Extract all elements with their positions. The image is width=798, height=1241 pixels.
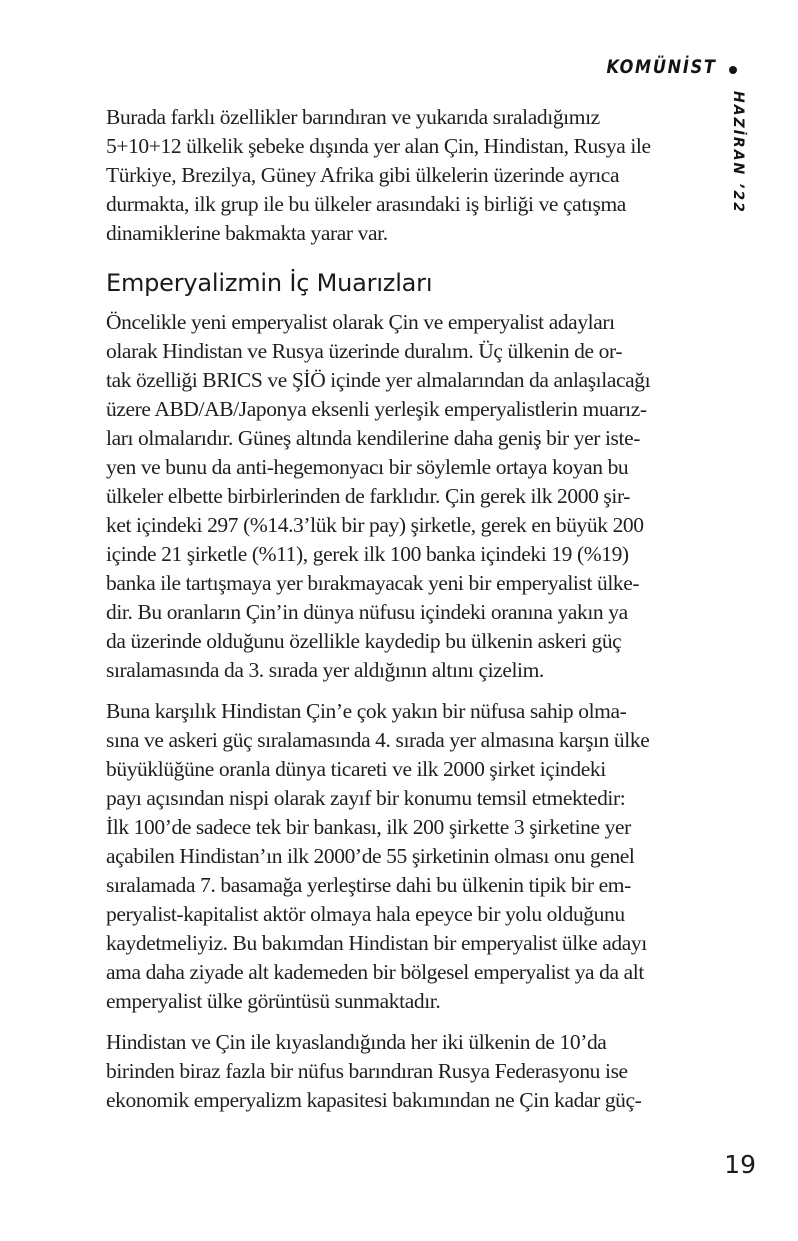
text-line: 5+10+12 ülkelik şebeke dışında yer alan Çin, Hindistan, Rusya ile [106,134,651,158]
text-line: İlk 100’de sadece tek bir bankası, ilk 200 şirkette 3 şirketine yer [106,815,631,839]
text-line: olarak Hindistan ve Rusya üzerinde duralım. Üç ülkenin de or- [106,339,623,363]
text-line: emperyalist ülke görüntüsü sunmaktadır. [106,989,441,1013]
text-line: büyüklüğüne oranla dünya ticareti ve ilk 2000 şirket içindeki [106,757,606,781]
text-line: ket içindeki 297 (%14.3’lük bir pay) şirketle, gerek en büyük 200 [106,513,644,537]
text-line: banka ile tartışmaya yer bırakmayacak yeni bir emperyalist ülke- [106,571,640,595]
paragraph-intro [106,103,690,248]
text-line: durmakta, ilk grup ile bu ülkeler arasındaki iş birliği ve çatışma [106,192,626,216]
text-line: ama daha ziyade alt kademeden bir bölgesel emperyalist ya da alt [106,960,644,984]
text-line: kaydetmeliyiz. Bu bakımdan Hindistan bir emperyalist ülke adayı [106,931,647,955]
text-line: Buna karşılık Hindistan Çin’e çok yakın bir nüfusa sahip olma- [106,699,627,723]
text-line: peryalist-kapitalist aktör olmaya hala epeyce bir yolu olduğunu [106,902,625,926]
text-line: Öncelikle yeni emperyalist olarak Çin ve emperyalist adayları [106,310,615,334]
paragraph [106,697,690,1016]
text-line: dir. Bu oranların Çin’in dünya nüfusu içindeki oranına yakın ya [106,600,628,624]
text-line: tak özelliği BRICS ve ŞİÖ içinde yer almalarından da anlaşılacağı [106,368,651,392]
text-line: sına ve askeri güç sıralamasında 4. sırada yer almasına karşın ülke [106,728,650,752]
text-line: da üzerinde olduğunu özellikle kaydedip bu ülkenin askeri güç [106,629,622,653]
text-line: Türkiye, Brezilya, Güney Afrika gibi ülkelerin üzerinde ayrıca [106,163,620,187]
paragraph [106,1028,690,1115]
issue-date-vertical: HAZİRAN ’22 [730,91,746,214]
text-line: Burada farklı özellikler barındıran ve yukarıda sıraladığımız [106,105,600,129]
page-number: 19 [724,1150,756,1179]
text-line: ekonomik emperyalizm kapasitesi bakımından ne Çin kadar güç- [106,1088,642,1112]
text-line: sıralamada 7. basamağa yerleştirse dahi bu ülkenin tipik bir em- [106,873,631,897]
magazine-masthead [587,56,737,78]
paragraph [106,308,690,685]
text-line: üzere ABD/AB/Japonya eksenli yerleşik emperyalistlerin muarız- [106,397,647,421]
article-body [106,103,690,1115]
text-line: birinden biraz fazla bir nüfus barındıran Rusya Federasyonu ise [106,1059,628,1083]
text-line: açabilen Hindistan’ın ilk 2000’de 55 şirketinin olması onu genel [106,844,635,868]
text-line: dinamiklerine bakmakta yarar var. [106,221,388,245]
text-line: içinde 21 şirketle (%11), gerek ilk 100 banka içindeki 19 (%19) [106,542,629,566]
text-line: ülkeler elbette birbirlerinden de farklıdır. Çin gerek ilk 2000 şir- [106,484,631,508]
text-line: sıralamasında da 3. sırada yer aldığının altını çizelim. [106,658,544,682]
bullet-dot-icon [729,66,737,74]
text-line: Hindistan ve Çin ile kıyaslandığında her iki ülkenin de 10’da [106,1030,607,1054]
text-line: payı açısından nispi olarak zayıf bir konumu temsil etmektedir: [106,786,626,810]
magazine-title: KOMÜNİST [606,56,717,78]
text-line: yen ve bunu da anti-hegemonyacı bir söylemle ortaya koyan bu [106,455,629,479]
section-heading: Emperyalizmin İç Muarızları [106,269,433,297]
text-line: ları olmalarıdır. Güneş altında kendilerine daha geniş bir yer iste- [106,426,641,450]
